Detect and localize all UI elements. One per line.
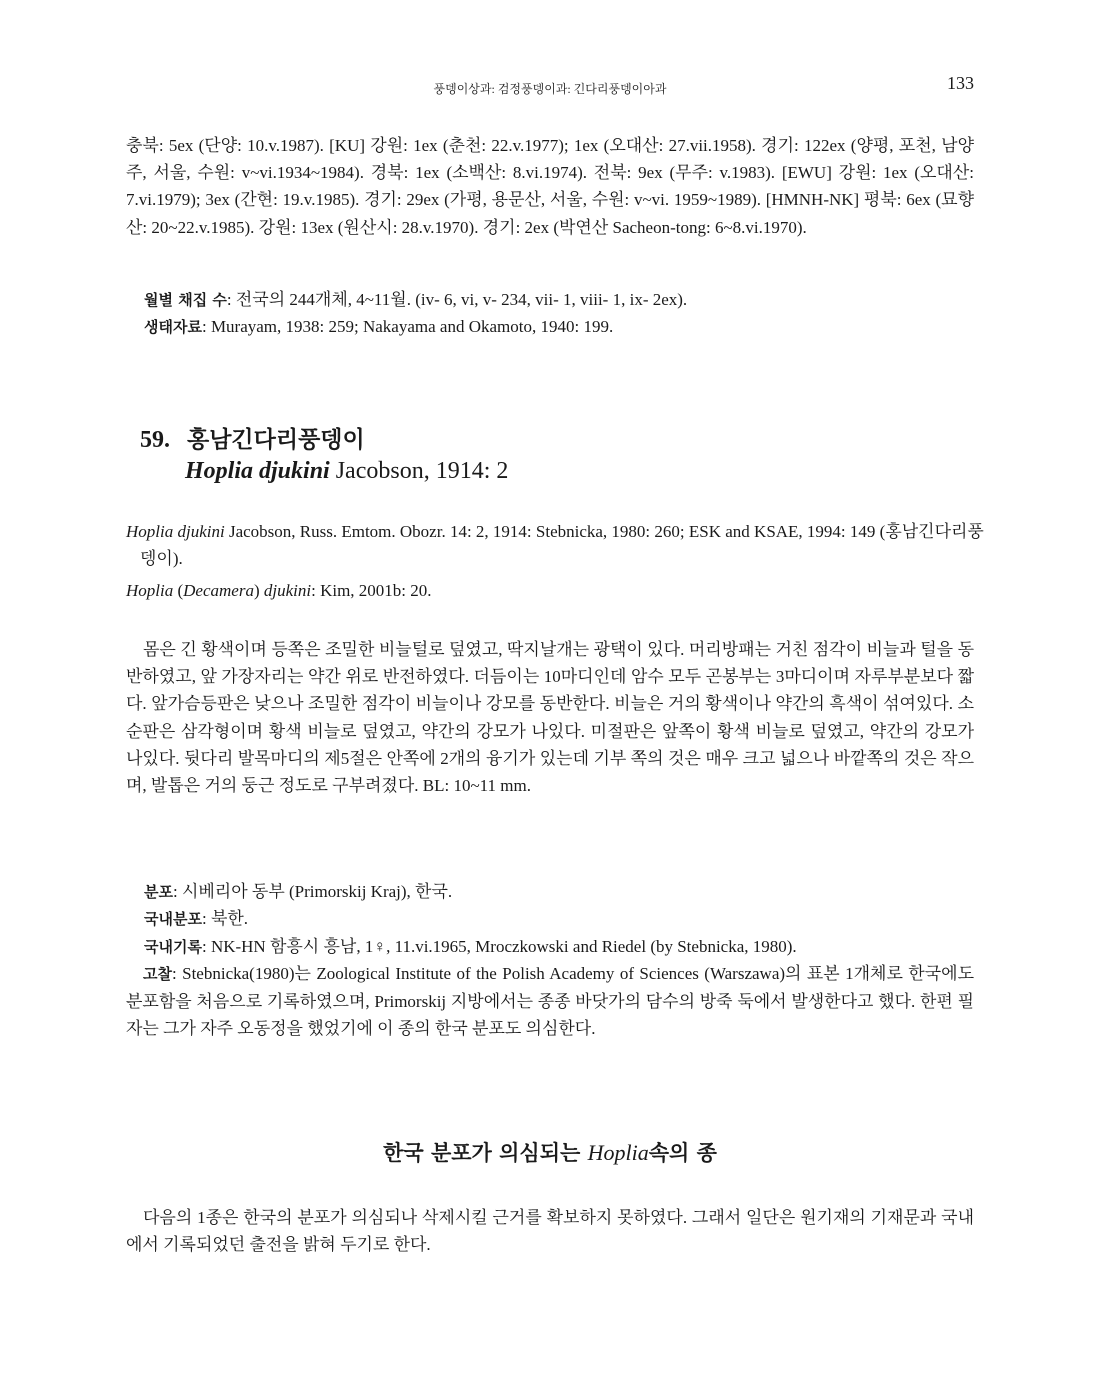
- synonymy-name-1: Hoplia djukini: [126, 522, 225, 541]
- section-heading-post: 속의 종: [648, 1141, 717, 1165]
- running-head: 풍뎅이상과: 검정풍뎅이과: 긴다리풍뎅이아과: [433, 82, 667, 96]
- species-number: 59.: [140, 427, 170, 453]
- species-binomial: Hoplia djukini: [185, 458, 330, 484]
- synonymy-entry-2: [126, 577, 974, 604]
- domestic-record-line: [144, 933, 974, 961]
- synonymy-paren-close: ): [253, 581, 264, 600]
- distribution-label: 분포: [144, 883, 173, 901]
- remarks-text: : Stebnicka(1980)는 Zoological Institute of the Polish Academy of Sciences (Warszawa)의 표본 1개체로 한국에도 분포함을 처음으로 기록하였으며, Primorskij 지방에서는 종종 바닷가의 담수의 방죽 둑에서 발생한다고 했다. 한편 필자는 그가 자주 오동정을 했었기에 이 종의 한국 분포도 의심한다.: [126, 964, 974, 1039]
- synonymy-paren-open: (: [173, 581, 184, 600]
- remarks-label: 고찰: [143, 965, 172, 983]
- specimen-records-paragraph: 충북: 5ex (단양: 10.v.1987). [KU] 강원: 1ex (춘천: 22.v.1977); 1ex (오대산: 27.vii.1958). 경기: 122ex (양평, 포천, 남양주, 서울, 수원: v~vi.1934~1984). 경북: 1ex (소백산: 8.vi.1974). 전북: 9ex (무주: v.1983). [EWU] 강원: 1ex (오대산: 7.vi.1979); 3ex (간현: 19.v.1985). 경기: 29ex (가평, 용문산, 서울, 수원: v~vi. 1959~1989). [HMNH-NK] 평북: 6ex (묘향산: 20~22.v.1985). 강원: 13ex (원산시: 28.v.1970). 경기: 2ex (박연산 Sacheon-tong: 6~8.vi.1970).: [126, 136, 974, 237]
- domestic-distribution-text: : 북한.: [201, 909, 249, 928]
- ecology-label: 생태자료: [144, 318, 202, 336]
- section-heading-pre: 한국 분포가 의심되는: [383, 1141, 588, 1165]
- ecology-line: [144, 313, 974, 341]
- monthly-collection-text: : 전국의 244개체, 4~11월. (iv- 6, vi, v- 234, vii- 1, viii- 1, ix- 2ex).: [226, 290, 688, 309]
- species-scientific-name: [185, 455, 508, 487]
- synonymy-genus-2: Hoplia: [126, 581, 174, 600]
- monthly-collection-label: 월별 채집 수: [144, 291, 227, 309]
- synonymy-text-1: Jacobson, Russ. Emtom. Obozr. 14: 2, 1914: Stebnicka, 1980: 260; ESK and KSAE, 1994: 149 (홍남긴다리풍뎅이).: [140, 522, 984, 568]
- synonymy-species-2: djukini: [263, 581, 312, 600]
- domestic-record-label: 국내기록: [144, 938, 202, 956]
- synonymy-entry-1: [126, 518, 988, 572]
- species-korean-name: 홍남긴다리풍뎅이: [187, 427, 365, 453]
- domestic-distribution-label: 국내분포: [144, 910, 202, 928]
- species-author-year: Jacobson, 1914: 2: [329, 458, 509, 484]
- synonymy-subgenus-2: Decamera: [183, 581, 254, 600]
- page-number: 133: [947, 73, 974, 93]
- remarks-paragraph: [126, 960, 974, 1043]
- section-heading-genus: Hoplia: [587, 1140, 649, 1165]
- distribution-text: : 시베리아 동부 (Primorskij Kraj), 한국.: [172, 882, 453, 901]
- ecology-text: : Murayam, 1938: 259; Nakayama and Okamoto, 1940: 199.: [201, 317, 614, 336]
- section-heading: [0, 1137, 1100, 1169]
- description-paragraph: 몸은 긴 황색이며 등쪽은 조밀한 비늘털로 덮였고, 딱지날개는 광택이 있다. 머리방패는 거친 점각이 비늘과 털을 동반하였고, 앞 가장자리는 약간 위로 반전하였다. 더듬이는 10마디인데 암수 모두 곤봉부는 3마디이며 자루부분보다 짧다. 앞가슴등판은 낮으나 조밀한 점각이 비늘이나 강모를 동반한다. 비늘은 거의 황색이나 약간의 흑색이 섞여있다. 소순판은 삼각형이며 황색 비늘로 덮였고, 약간의 강모가 나있다. 미절판은 앞쪽이 황색 비늘로 덮였고, 약간의 강모가 나있다. 뒷다리 발목마디의 제5절은 안쪽에 2개의 융기가 있는데 기부 쪽의 것은 매우 크고 넓으나 바깥쪽의 것은 작으며, 발톱은 거의 둥근 정도로 구부려졌다. BL: 10~11 mm.: [126, 640, 974, 796]
- domestic-record-text: : NK-HN 함흥시 흥남, 1♀, 11.vi.1965, Mroczkowski and Riedel (by Stebnicka, 1980).: [201, 937, 797, 956]
- synonymy-text-2: : Kim, 2001b: 20.: [311, 581, 432, 600]
- monthly-collection-line: [144, 286, 974, 314]
- section-paragraph: 다음의 1종은 한국의 분포가 의심되나 삭제시킬 근거를 확보하지 못하였다. 그래서 일단은 원기재의 기재문과 국내에서 기록되었던 출전을 밝혀 두기로 한다.: [126, 1208, 974, 1255]
- domestic-distribution-line: [144, 905, 974, 933]
- distribution-line: [144, 878, 974, 906]
